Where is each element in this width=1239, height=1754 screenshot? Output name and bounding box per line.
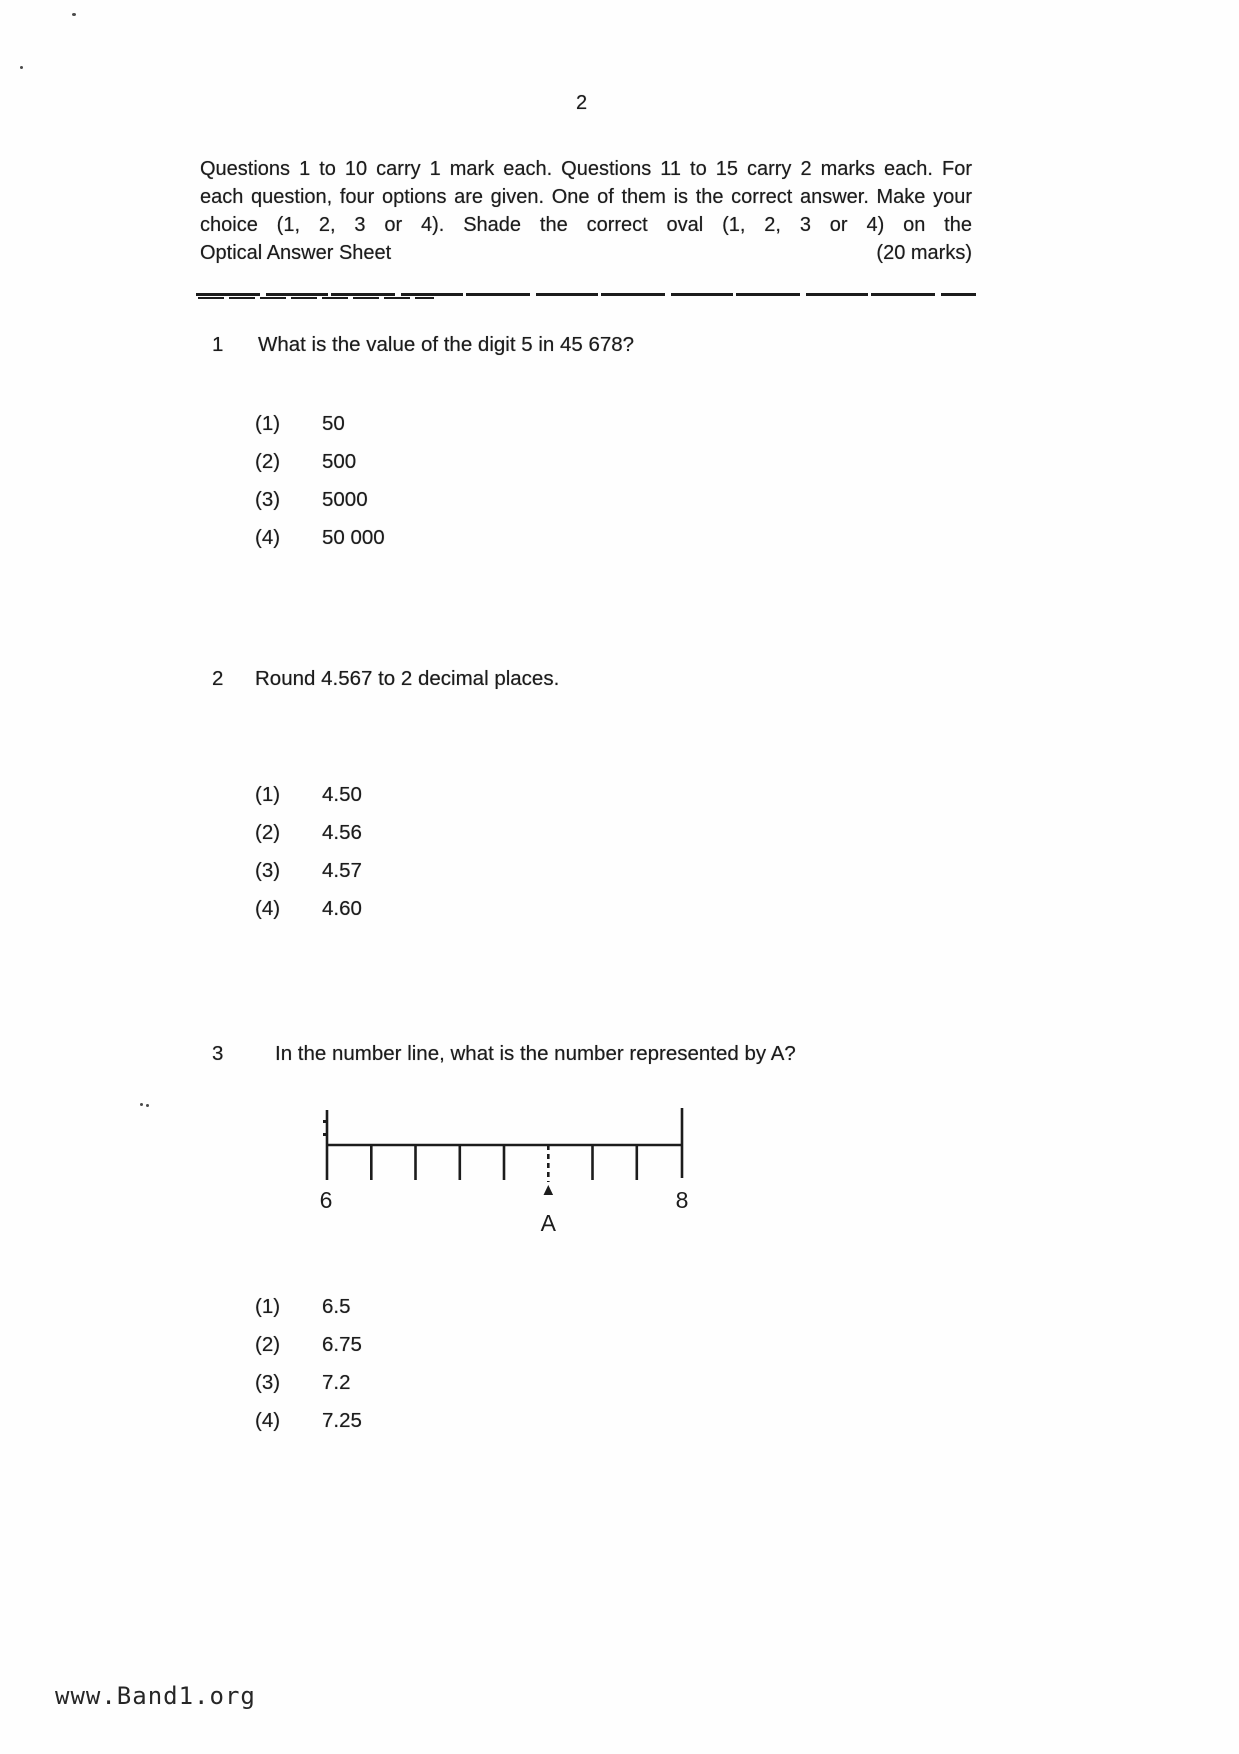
- question-3-option-4: [255, 1409, 362, 1433]
- question-1-option-4: [255, 526, 385, 550]
- question-2-option-2: [255, 821, 362, 845]
- number-line-start-label: 6: [319, 1187, 333, 1213]
- scan-artifact: [140, 1103, 143, 1106]
- question-1-number: 1: [212, 333, 224, 356]
- option-label: (1): [255, 1295, 281, 1318]
- instructions-line: choice (1, 2, 3 or 4). Shade the correct oval (1, 2, 3 or 4) on the: [200, 214, 972, 236]
- option-label: (4): [255, 897, 281, 920]
- option-label: (4): [255, 526, 281, 549]
- question-3-number: 3: [212, 1042, 224, 1065]
- option-value: 5000: [322, 488, 368, 511]
- option-value: 50: [322, 412, 345, 435]
- option-value: 4.56: [322, 821, 362, 844]
- scan-artifact: [20, 66, 23, 69]
- question-1-option-1: [255, 412, 345, 436]
- section-divider-line: [198, 297, 434, 299]
- option-value: 7.25: [322, 1409, 362, 1432]
- question-2-option-3: [255, 859, 362, 883]
- instructions-block: [200, 155, 972, 267]
- number-line-diagram: [298, 1096, 700, 1241]
- number-line-marker-label: A: [540, 1210, 556, 1236]
- question-3-text: In the number line, what is the number represented by A?: [275, 1042, 796, 1065]
- scan-artifact: [72, 13, 76, 16]
- option-value: 6.5: [322, 1295, 351, 1318]
- instructions-line: Questions 1 to 10 carry 1 mark each. Questions 11 to 15 carry 2 marks each. For: [200, 158, 972, 180]
- page-number: 2: [576, 92, 588, 114]
- scan-artifact: [323, 1133, 326, 1136]
- question-2-option-4: [255, 897, 362, 921]
- option-value: 500: [322, 450, 357, 473]
- option-label: (2): [255, 450, 281, 473]
- option-label: (3): [255, 1371, 281, 1394]
- number-line-end-label: 8: [675, 1187, 689, 1213]
- question-1-option-2: [255, 450, 356, 474]
- question-3-option-2: [255, 1333, 362, 1357]
- question-2-text: Round 4.567 to 2 decimal places.: [255, 667, 560, 690]
- marker-arrow-icon: [544, 1185, 554, 1195]
- option-label: (1): [255, 783, 281, 806]
- option-value: 50 000: [322, 526, 385, 549]
- option-label: (2): [255, 821, 281, 844]
- question-1-text: What is the value of the digit 5 in 45 678?: [258, 333, 635, 356]
- marks-total: (20 marks): [876, 242, 972, 264]
- scan-artifact: [323, 1120, 326, 1123]
- option-label: (4): [255, 1409, 281, 1432]
- option-value: 4.60: [322, 897, 362, 920]
- option-value: 4.50: [322, 783, 362, 806]
- section-divider-line: [196, 293, 976, 296]
- option-label: (3): [255, 488, 281, 511]
- instructions-line: each question, four options are given. One of them is the correct answer. Make your: [200, 186, 972, 208]
- option-value: 6.75: [322, 1333, 362, 1356]
- website-watermark: www.Band1.org: [55, 1682, 256, 1710]
- instructions-line: Optical Answer Sheet: [200, 242, 392, 264]
- option-label: (3): [255, 859, 281, 882]
- question-2-number: 2: [212, 667, 224, 690]
- option-label: (2): [255, 1333, 281, 1356]
- option-value: 4.57: [322, 859, 362, 882]
- option-label: (1): [255, 412, 281, 435]
- question-2-option-1: [255, 783, 362, 807]
- question-3-option-1: [255, 1295, 351, 1319]
- question-3-option-3: [255, 1371, 351, 1395]
- option-value: 7.2: [322, 1371, 351, 1394]
- question-1-option-3: [255, 488, 368, 512]
